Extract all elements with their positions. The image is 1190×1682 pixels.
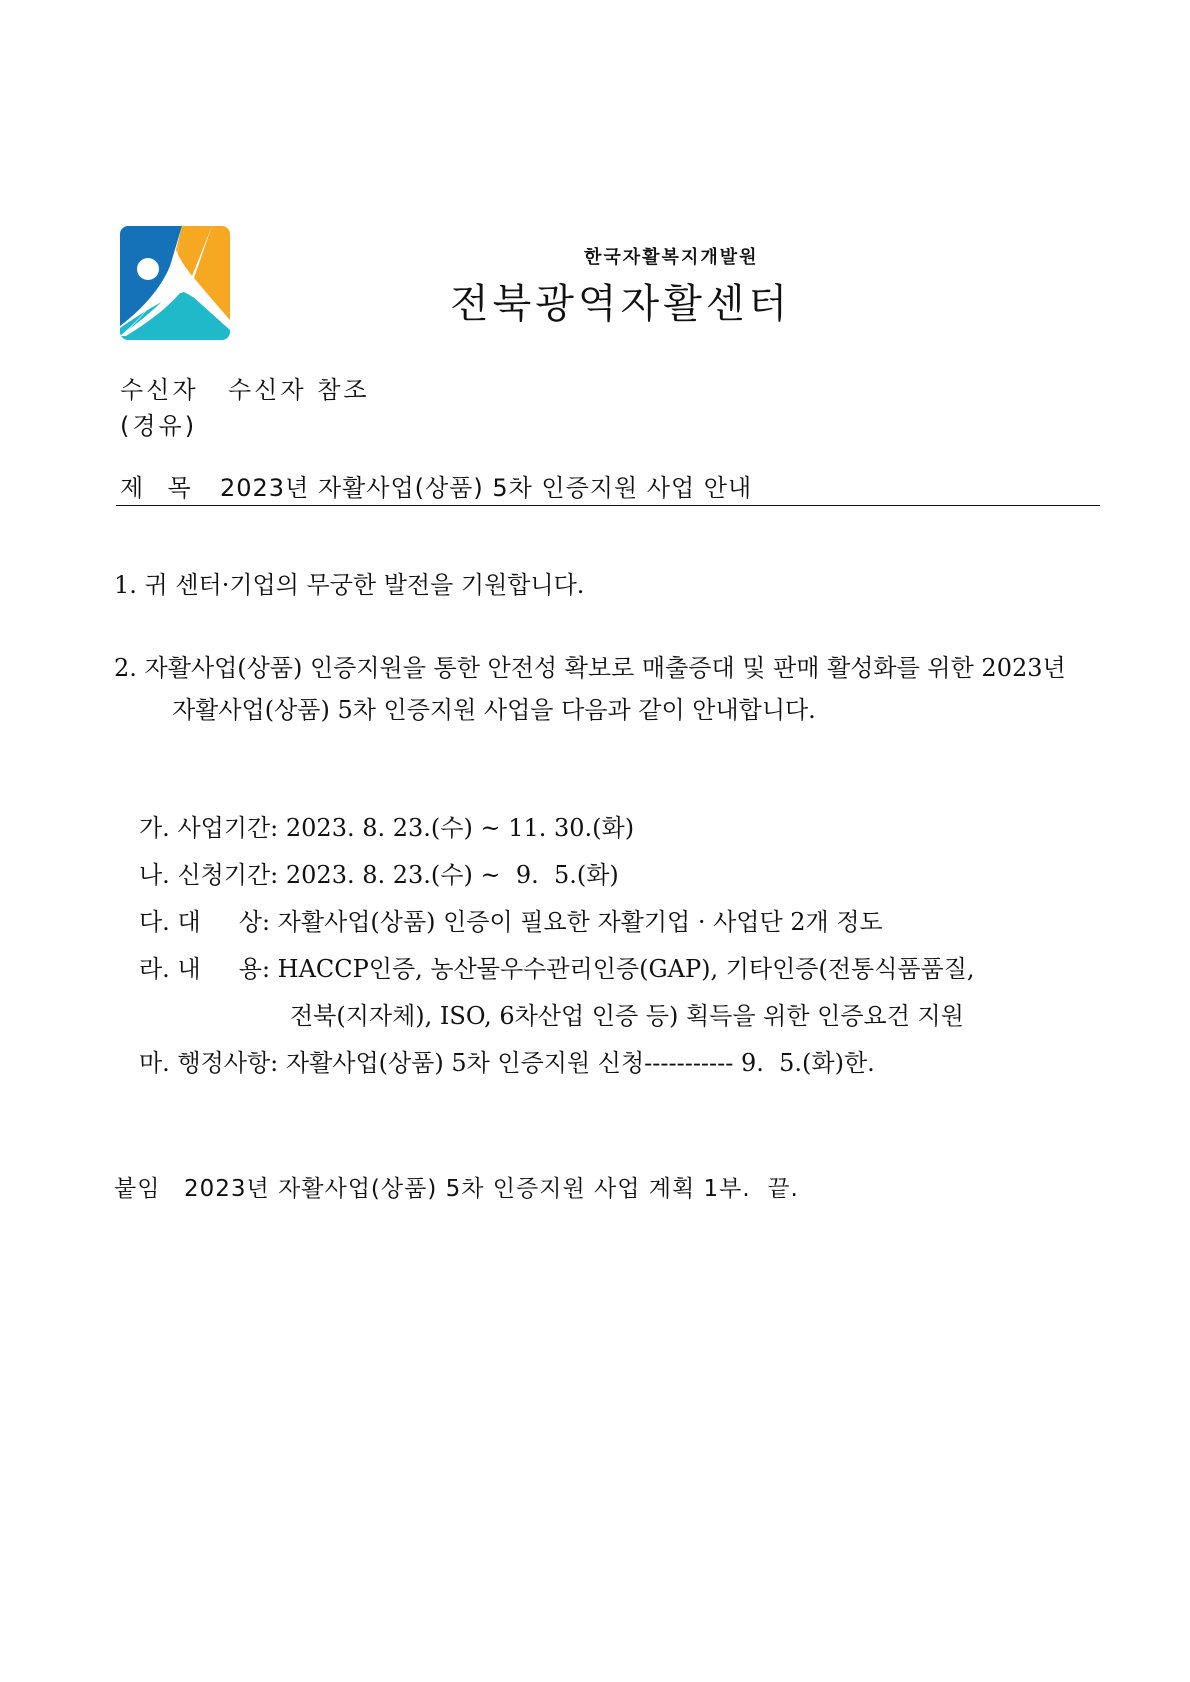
list-item-target: 다. 대 상: 자활사업(상품) 인증이 필요한 자활기업 · 사업단 2개 정도: [139, 908, 883, 936]
list-item-project-period: 가. 사업기간: 2023. 8. 23.(수) ~ 11. 30.(화): [139, 814, 635, 842]
subject-divider: [116, 505, 1100, 506]
subject-value: 2023년 자활사업(상품) 5차 인증지원 사업 안내: [220, 474, 753, 502]
org-name-title: 전북광역자활센터: [450, 281, 792, 327]
subject-label: 제 목: [120, 474, 194, 502]
list-item-admin-matters: 마. 행정사항: 자활사업(상품) 5차 인증지원 신청----------- 9. 5.(화)한.: [139, 1049, 875, 1077]
list-item-content-continued: 전북(지자체), ISO, 6차산업 인증 등) 획득을 위한 인증요건 지원: [290, 1002, 964, 1030]
paragraph-2-line-2: 자활사업(상품) 5차 인증지원 사업을 다음과 같이 안내합니다.: [172, 696, 816, 724]
org-logo-icon: [120, 226, 230, 340]
attachment-value: 2023년 자활사업(상품) 5차 인증지원 사업 계획 1부. 끝.: [184, 1176, 799, 1202]
paragraph-1: 1. 귀 센터·기업의 무궁한 발전을 기원합니다.: [114, 571, 585, 599]
org-parent-name: 한국자활복지개발원: [584, 247, 759, 268]
recipient-value: 수신자 참조: [228, 376, 370, 404]
attachment-label: 붙임: [114, 1176, 161, 1202]
via-label: (경유): [120, 412, 198, 440]
list-item-content: 라. 내 용: HACCP인증, 농산물우수관리인증(GAP), 기타인증(전통식품품질,: [139, 955, 975, 983]
list-item-application-period: 나. 신청기간: 2023. 8. 23.(수) ~ 9. 5.(화): [139, 861, 619, 889]
recipient-label: 수신자: [120, 376, 199, 404]
paragraph-2-line-1: 2. 자활사업(상품) 인증지원을 통한 안전성 확보로 매출증대 및 판매 활성화를 위한 2023년: [114, 654, 1066, 682]
